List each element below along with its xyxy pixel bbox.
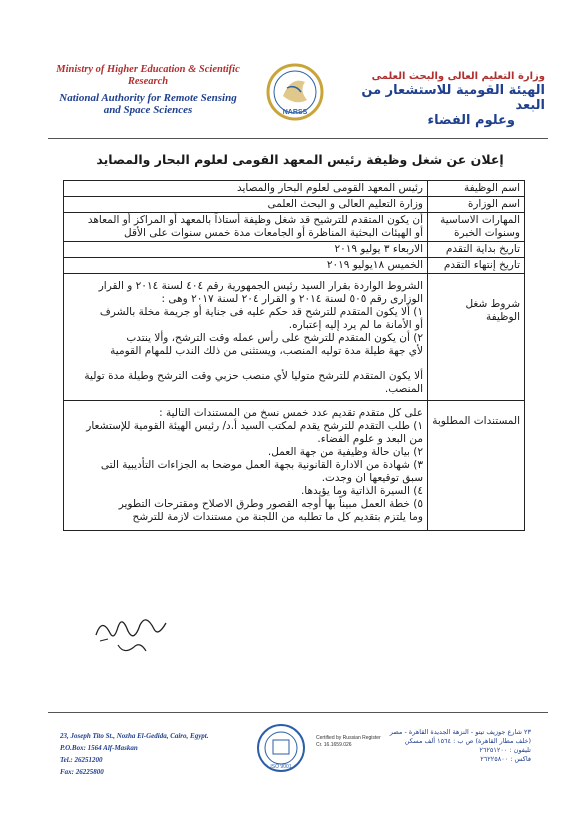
footer-arabic-address	[381, 728, 531, 764]
condition-line: المنصب.	[384, 383, 423, 395]
document-line: سبق توقيعها ان وجدت.	[321, 472, 423, 484]
table-row	[64, 258, 525, 274]
document-line: وما يلتزم بتقديم كل ما تطلبه من اللجنة من مستندات لازمة للترشح	[132, 511, 423, 523]
po-box: P.O.Box: 1564 Alf-Maskan	[60, 744, 138, 752]
document-line: ٤) السيرة الذاتية وما يؤيدها.	[300, 485, 423, 497]
ministry-name-en-2: Research	[127, 76, 169, 87]
skills-label-line: المهارات الاساسية	[440, 214, 520, 226]
document-line: ٢) بيان حالة وظيفية من جهة العمل.	[267, 446, 423, 458]
documents-value	[64, 401, 428, 531]
document-line: من البعد و علوم الفضاء.	[317, 433, 423, 445]
header-english	[48, 64, 248, 116]
start-date-label: تاريخ بداية التقدم	[428, 242, 525, 258]
authority-name-ar: الهيئة القومية للاستشعار من البعد	[361, 83, 545, 113]
skills-value	[64, 213, 428, 242]
skills-line: أو الهيئات البحثية المناظرة أو الجامعات مدة خمس سنوات على الأقل	[124, 227, 423, 239]
cert-line: Certified by Russian Register	[316, 735, 381, 741]
start-date-value: الاربعاء ٣ يوليو ٢٠١٩	[64, 242, 428, 258]
signature-icon	[88, 605, 178, 665]
table-row	[64, 197, 525, 213]
iso-badge-text: ISO 9001	[270, 764, 292, 770]
document-line: ٥) خطة العمل مبيناً بها أوجه القصور وطرق الاصلاح ومقترحات التطوير	[118, 498, 423, 510]
condition-line: ألا يكون المتقدم للترشح متوليا لأي منصب حزبي وقت الترشح وطيلة مدة تولية	[84, 370, 423, 382]
condition-line: لأي جهة طيلة مدة توليه المنصب، ويستثنى من ذلك الندب للمهام القومية	[110, 345, 423, 357]
condition-line: ١) ألا يكون المتقدم للترشح قد حكم عليه فى جناية أو جريمة مخلة بالشرف	[99, 306, 423, 318]
telephone-ar: تليفون : ٢٦٢٥١٢٠٠	[479, 746, 531, 754]
job-value: رئيس المعهد القومى لعلوم البحار والمصايد	[64, 181, 428, 197]
authority-name-en-2: and Space Sciences	[103, 104, 193, 116]
ministry-label: اسم الوزارة	[428, 197, 525, 213]
condition-line: أو الأمانة ما لم يرد إليه إعتباره.	[288, 319, 423, 331]
document-line: على كل متقدم تقديم عدد خمس نسخ من المستندات التالية :	[159, 407, 423, 419]
address-line-ar: ٢٣ شارع جوزيف تيتو - النزهة الجديدة القاهرة - مصر	[389, 728, 531, 736]
iso-certification-icon	[255, 722, 307, 774]
narss-logo-icon	[263, 62, 327, 126]
table-row	[64, 213, 525, 242]
ministry-name-ar: وزارة التعليم العالى والبحث العلمى	[371, 71, 545, 82]
footer-english-address	[60, 730, 209, 778]
conditions-value	[64, 274, 428, 401]
job-label: اسم الوظيفة	[428, 181, 525, 197]
header-arabic	[360, 70, 545, 128]
documents-label: المستندات المطلوبة	[428, 401, 525, 531]
authority-name-ar-2: وعلوم الفضاء	[427, 113, 515, 128]
condition-line: الوزارى رقم ٥٠٥ لسنة ٢٠١٤ و القرار ٢٠٤ لسنة ٢٠١٧ وهى :	[161, 293, 423, 305]
cert-line: Cr. 16.1659.026	[316, 742, 352, 748]
table-row	[64, 242, 525, 258]
fax-ar: فاكس : ٢٦٢٢٥٨٠٠	[480, 755, 531, 763]
skills-line: أن يكون المتقدم للترشيح قد شغل وظيفة أستاذاً بالمعهد أو المراكز أو المعاهد	[87, 214, 423, 226]
authority-name-en: National Authority for Remote Sensing	[59, 92, 237, 104]
certification-text	[316, 735, 381, 749]
table-row	[64, 401, 525, 531]
logo-text: NARSS	[282, 109, 308, 116]
condition-line: ٢) أن يكون المتقدم للترشح على رأس عمله وقت الترشح، وألا ينتدب	[126, 332, 423, 344]
announcement-title: إعلان عن شغل وظيفة رئيس المعهد القومى لعلوم البحار والمصايد	[96, 152, 504, 167]
po-box-ar: (خلف مطار القاهرة) ص ب : ١٥٦٤ ألف مسكن	[404, 737, 531, 745]
job-details-table	[63, 180, 525, 531]
fax: Fax: 26225800	[60, 768, 104, 776]
conditions-label: شروط شغل الوظيفة	[428, 274, 525, 401]
ministry-name-en: Ministry of Higher Education & Scientific	[56, 64, 240, 75]
condition-line: الشروط الواردة بقرار السيد رئيس الجمهورية رقم ٤٠٤ لسنة ٢٠١٤ و القرار	[98, 280, 423, 292]
skills-label-line: وسنوات الخبرة	[454, 227, 520, 239]
header-divider	[48, 138, 548, 139]
table-row	[64, 274, 525, 401]
table-row	[64, 181, 525, 197]
end-date-label: تاريخ إنتهاء التقدم	[428, 258, 525, 274]
telephone: Tel.: 26251200	[60, 756, 103, 764]
address-line: 23, Joseph Tito St., Nozha El-Gedida, Cairo, Egypt.	[60, 732, 209, 740]
document-line: ٣) شهادة من الادارة القانونية بجهة العمل موضحا به الجزاءات التأديبية التى	[100, 459, 423, 471]
skills-label	[428, 213, 525, 242]
end-date-value: الخميس ١٨يوليو ٢٠١٩	[64, 258, 428, 274]
ministry-value: وزارة التعليم العالى و البحث العلمى	[64, 197, 428, 213]
document-line: ١) طلب التقدم للترشح يقدم لمكتب السيد أ.د/ رئيس الهيئة القومية للإستشعار	[86, 420, 423, 432]
footer-divider	[48, 712, 548, 713]
